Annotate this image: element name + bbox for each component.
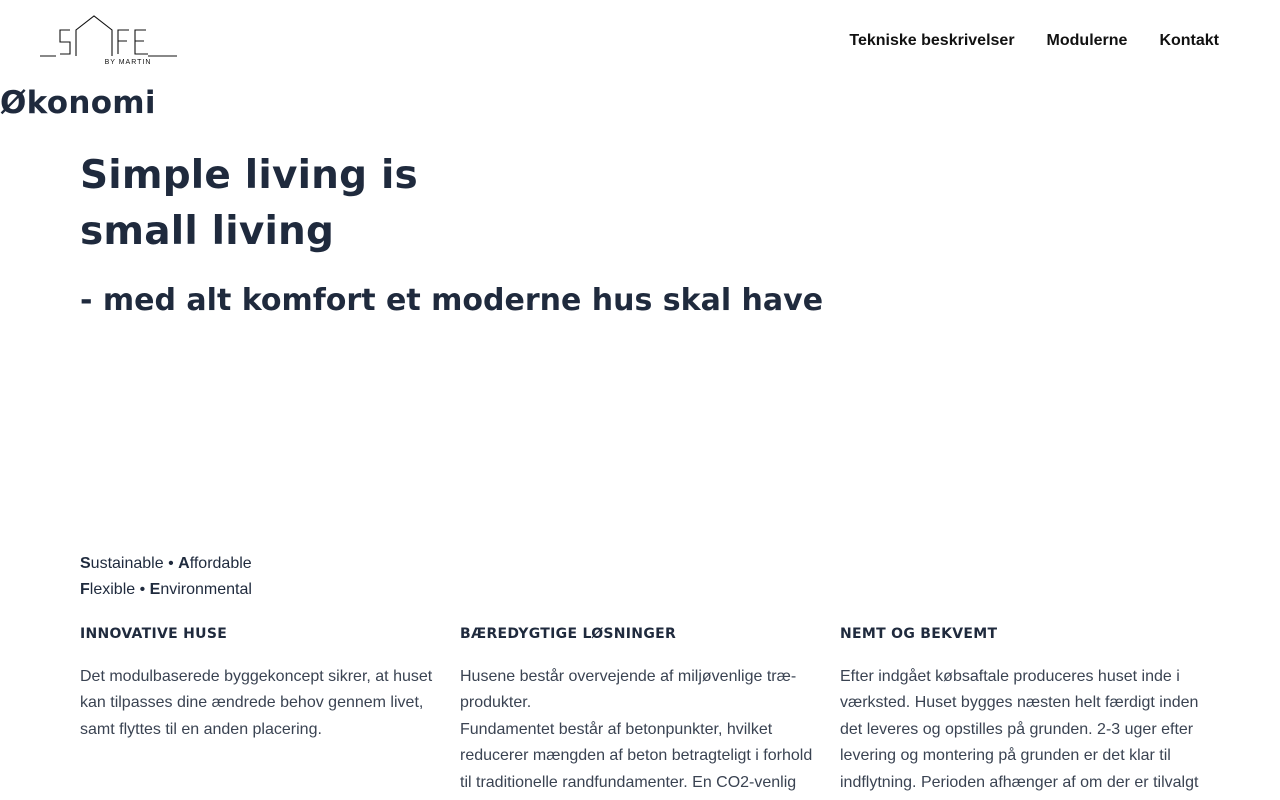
hero-title <box>80 148 980 260</box>
feature-body: Det modulbaserede byggekoncept sikrer, at huset kan tilpasses dine ændrede behov gennem livet, samt flyttes til en anden placering. <box>80 668 433 738</box>
acronym-separator: • <box>163 555 179 572</box>
acronym-letter: F <box>80 581 90 598</box>
features-section <box>80 622 1220 800</box>
feature-body-part-1: Husene består overvejende af miljøvenlige træ-produkter. <box>460 668 797 712</box>
feature-innovative-huse <box>80 622 440 743</box>
main-nav <box>849 31 1219 51</box>
feature-heading: BÆREDYGTIGE LØSNINGER <box>460 626 677 642</box>
acronym-separator: • <box>135 581 150 598</box>
feature-heading: INNOVATIVE HUSE <box>80 626 228 642</box>
acronym-letter: S <box>80 555 91 572</box>
hero-section <box>80 148 980 318</box>
acronym-letter: E <box>149 581 161 598</box>
acronym-word-rest: lexible <box>89 581 136 598</box>
logo[interactable] <box>40 14 178 70</box>
feature-body <box>460 664 820 796</box>
safe-acronym <box>80 551 252 603</box>
logo-subtitle: BY MARTIN <box>104 59 152 66</box>
hero-subtitle: - med alt komfort et moderne hus skal have <box>80 283 824 318</box>
feature-heading: NEMT OG BEKVEMT <box>840 626 998 642</box>
acronym-word-rest: ffordable <box>189 555 252 572</box>
feature-body-part-2: Fundamentet består af betonpunkter, hvilket reducerer mængden af beton betragteligt i forhold til traditionelle randfundamenter. En CO2-venlig <box>460 720 813 791</box>
feature-baeredygtige-loesninger <box>460 622 820 796</box>
feature-body: Efter indgået købsaftale produceres huset inde i værksted. Huset bygges næsten helt færdigt inden det leveres og opstilles på grunden. 2-3 uger efter levering og montering på grunden er det klar til indflytning. Perioden afhænger af om der er tilvalgt <box>840 668 1199 791</box>
acronym-letter: A <box>178 555 190 572</box>
site-header <box>0 0 1280 82</box>
nav-link-modulerne[interactable]: Modulerne <box>1046 32 1128 49</box>
nav-link-tekniske-beskrivelser[interactable]: Tekniske beskrivelser <box>849 32 1015 49</box>
acronym-word-rest: ustainable <box>90 555 164 572</box>
hero-title-line-2: small living <box>80 209 335 254</box>
feature-nemt-og-bekvemt <box>840 622 1200 796</box>
acronym-line-2 <box>80 577 252 603</box>
acronym-line-1 <box>80 551 252 577</box>
hero-title-line-1: Simple living is <box>80 153 418 198</box>
acronym-word-rest: nvironmental <box>160 581 252 598</box>
page-title: Økonomi <box>0 85 156 121</box>
nav-link-kontakt[interactable]: Kontakt <box>1159 32 1219 49</box>
